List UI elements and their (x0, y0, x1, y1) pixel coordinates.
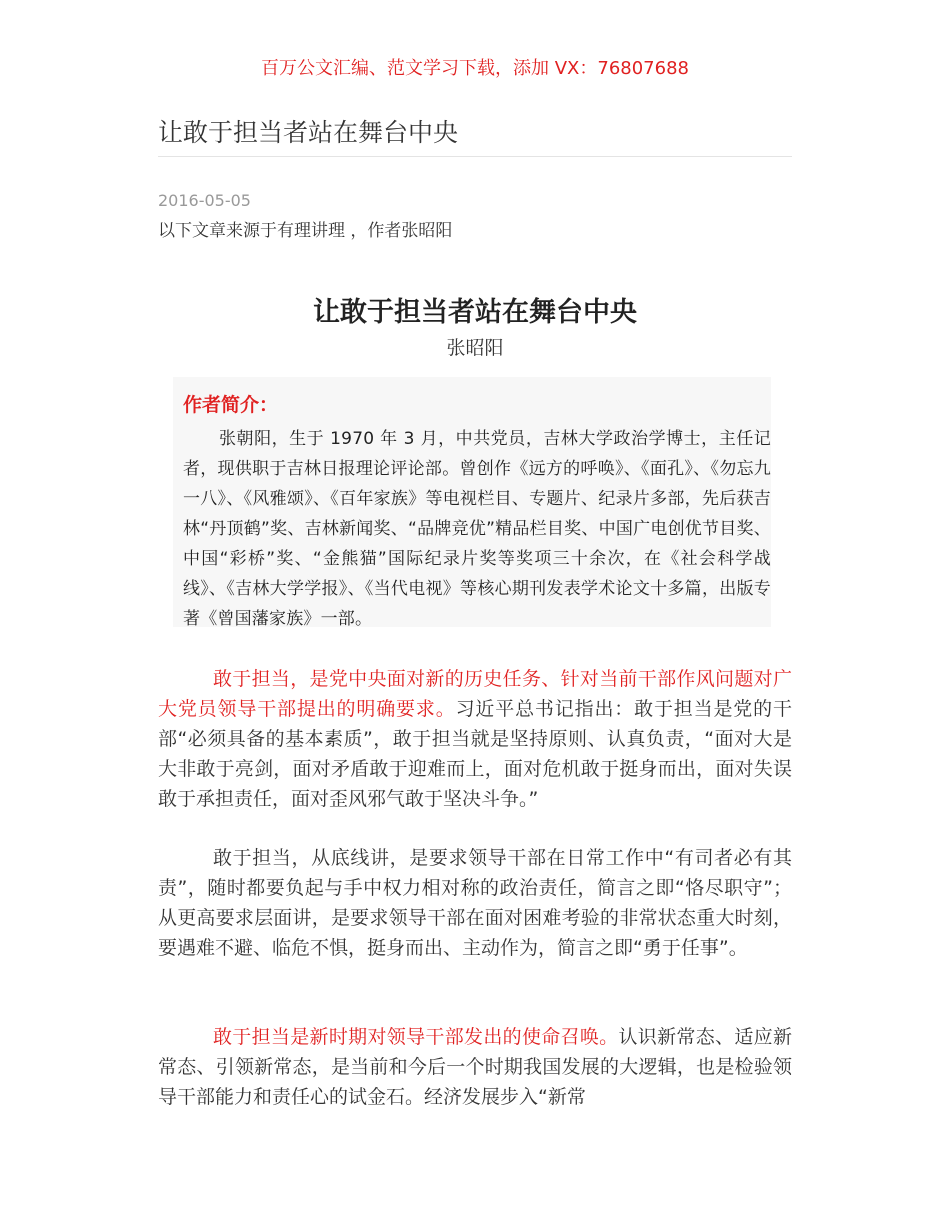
paragraph-highlight: 敢于担当是新时期对领导干部发出的使命召唤。 (213, 1026, 619, 1048)
author-bio-box (173, 377, 771, 627)
body-paragraph (158, 1022, 792, 1112)
paragraph-text: 习近平总书记指出：敢于担当是党的干部“必须具备的基本素质”，敢于担当就是坚持原则、认真负责，“面对大是大非敢于亮剑，面对矛盾敢于迎难而上，面对危机敢于挺身而出，面对失误敢于承担责任，面对歪风邪气敢于坚决斗争。” (158, 698, 792, 810)
body-paragraph (158, 664, 792, 814)
page-title: 让敢于担当者站在舞台中央 (158, 116, 792, 157)
body-paragraph (158, 843, 792, 963)
bio-heading: 作者简介： (183, 394, 279, 416)
bio-text: 张朝阳，生于 1970 年 3 月，中共党员，吉林大学政治学博士，主任记者，现供职于吉林日报理论评论部。曾创作《远方的呼唤》、《面孔》、《勿忘九一八》、《风雅颂》、《百年家族》等电视栏目、专题片、纪录片多部，先后获吉林“丹顶鹤”奖、吉林新闻奖、“品牌竞优”精品栏目奖、中国广电创优节目奖、中国“彩桥”奖、“金熊猫”国际纪录片奖等奖项三十余次，在《社会科学战线》、《吉林大学学报》、《当代电视》等核心期刊发表学术论文十多篇，出版专著《曾国藩家族》一部。 (183, 429, 771, 629)
paragraph-text: 敢于担当，从底线讲，是要求领导干部在日常工作中“有司者必有其责”，随时都要负起与手中权力相对称的政治责任，简言之即“恪尽职守”；从更高要求层面讲，是要求领导干部在面对困难考验的非常状态重大时刻，要遇难不避、临危不惧，挺身而出、主动作为，简言之即“勇于任事”。 (158, 847, 792, 959)
article-title: 让敢于担当者站在舞台中央 (313, 297, 637, 328)
paragraph-highlight: 敢于担当，是党中央面对新的历史任务、针对当前干部作风问题对广大党员领导干部提出的明确要求。 (158, 668, 792, 720)
publish-date: 2016-05-05 (158, 191, 251, 210)
article-author: 张昭阳 (446, 337, 504, 359)
source-line: 以下文章来源于有理讲理 ，作者张昭阳 (158, 221, 453, 241)
promo-banner: 百万公文汇编、范文学习下载，添加 VX：76807688 (261, 58, 689, 79)
paragraph-text: 认识新常态、适应新常态、引领新常态，是当前和今后一个时期我国发展的大逻辑，也是检验领导干部能力和责任心的试金石。经济发展步入“新常 (158, 1026, 792, 1108)
